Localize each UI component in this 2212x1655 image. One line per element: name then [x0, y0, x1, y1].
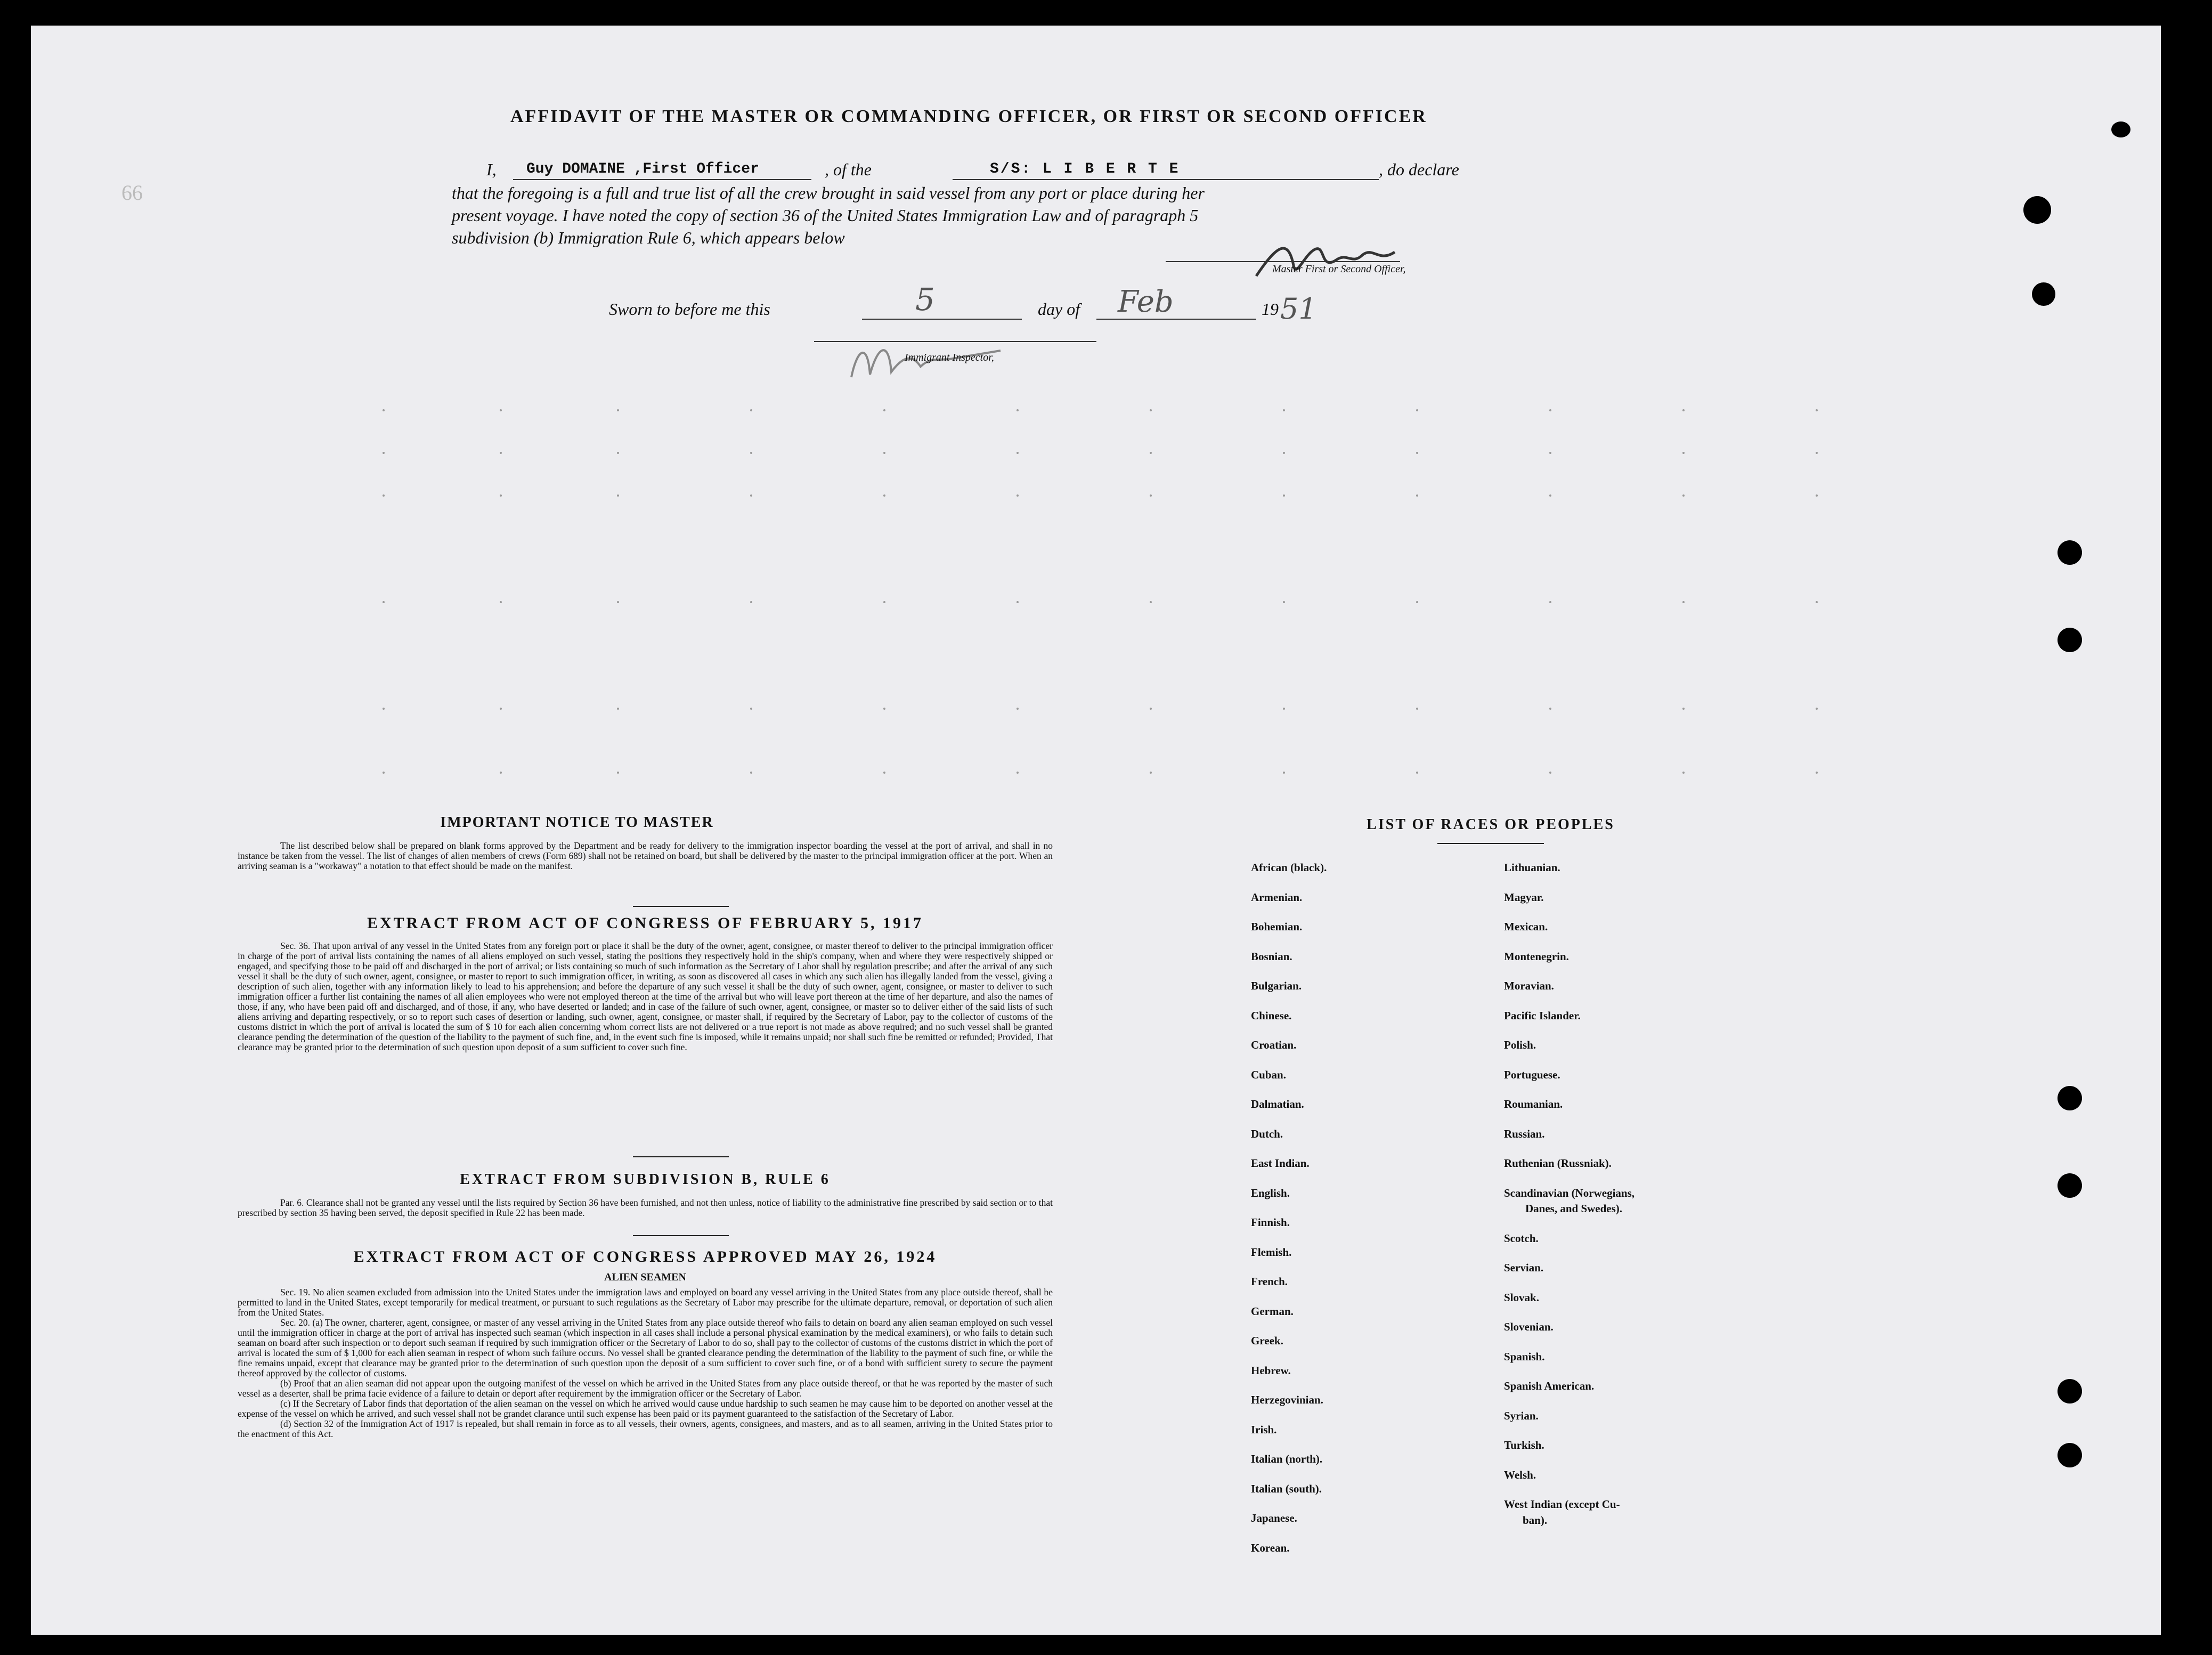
race-item: Scotch. [1504, 1231, 1539, 1245]
do-declare-text: , do declare [1379, 160, 1459, 179]
race-item: Roumanian. [1504, 1098, 1563, 1110]
race-item: Irish. [1251, 1423, 1277, 1436]
race-item: Portuguese. [1504, 1068, 1560, 1081]
declaration-line-2: that the foregoing is a full and true list of all the crew brought in said vessel from any port or place during her [452, 183, 1205, 202]
extract-1924-text: Sec. 19. No alien seamen excluded from admission into the United States under the immigration laws and employed on board any vessel arriving in the United States from any place outside thereof, shall be permitted to land in the United States, except temporarily for medical treatment, or pursuant to such regulations as the Secretary of Labor may prescribe for the ultimate departure, removal, or deportation of such alien from the United States. Sec. 20. (a) The owner, charterer, agent, consignee, or master of any vessel arriving in the United States from any place outside thereof who fails to detain on board any alien seaman employed on such vessel until the immigration officer in charge at the port of arrival has inspected such seaman (which inspection in all cases shall include a personal physical examination by the medical examiners), or who fails to detain such seaman on board after such inspection or to deport such seaman if required by such immigration officer or the Secretary of Labor to do so, shall pay to the collector of customs of the customs district in which the port of arrival is located the sum of $ 1,000 for each alien seaman in respect of whom such failure occurs. No vessel shall be granted clearance pending the determination of the liability to the payment of such fine, or while the fine remains unpaid, except that clearance may be granted prior to the determination of such question upon the deposit of a sum sufficient to cover such fine, or of a bond with sufficient surety to secure the payment thereof approved by the collector of customs. (b) Proof that an alien seaman did not appear upon the outgoing manifest of the vessel on which he arrived in the United States from any place outside thereof, or that he was reported by the master of such vessel as a deserter, shall be prima facie evidence of a failure to detain or deport after requirement by the immigration officer or the Secretary of Labor. (c) If the Secretary of Labor finds that deportation of the alien seaman on the vessel on which he arrived would cause undue hardship to such seamen he may cause him to be deported on another vessel at the expense of the vessel on which he arrived, and such vessel shall not be grandet clarance until such expense has been paid or its payment guaranteed to the satisfaction of the Secretary of Labor. (d) Section 32 of the Immigration Act of 1917 is repealed, but shall remain in force as to all vessels, their owners, agents, consignees, and masters, and as to all seamen, arriving in the United States prior to the enactment of this Act. [238, 1287, 1053, 1439]
race-item: Japanese. [1251, 1512, 1297, 1524]
officer-signature [1246, 233, 1427, 287]
officer-name: Guy DOMAINE ,First Officer [526, 161, 759, 177]
punch-hole [2032, 282, 2055, 306]
declaration-line-3: present voyage. I have noted the copy of section 36 of the United States Immigration Law and of paragraph 5 [452, 206, 1199, 225]
race-item: Armenian. [1251, 890, 1303, 904]
punch-hole [2058, 1173, 2082, 1198]
race-item: Lithuanian. [1504, 861, 1560, 874]
alien-seamen-subheading: ALIEN SEAMEN [604, 1271, 686, 1283]
race-item: French. [1251, 1275, 1288, 1288]
race-item: Ruthenian (Russniak). [1504, 1157, 1612, 1170]
race-item: Korean. [1251, 1541, 1290, 1554]
race-item: Italian (south). [1251, 1482, 1322, 1495]
race-item: Moravian. [1504, 979, 1554, 992]
punch-hole [2058, 540, 2082, 565]
race-item: Italian (north). [1251, 1453, 1323, 1465]
punch-hole [2058, 1443, 2082, 1467]
races-heading: LIST OF RACES OR PEOPLES [1367, 816, 1615, 833]
race-item: Spanish. [1504, 1350, 1545, 1363]
affidavit-title: AFFIDAVIT OF THE MASTER OR COMMANDING OFFICER, OR FIRST OR SECOND OFFICER [510, 107, 1427, 126]
sworn-month: Feb [1118, 285, 1174, 319]
inspector-caption: Immigrant Inspector, [905, 352, 994, 363]
of-the-text: , of the [825, 160, 872, 179]
race-item: Syrian. [1504, 1409, 1539, 1422]
race-item: Chinese. [1251, 1009, 1292, 1022]
race-item: Polish. [1504, 1039, 1536, 1051]
race-item: Welsh. [1504, 1468, 1536, 1481]
race-item: German. [1251, 1304, 1294, 1318]
punch-hole [2058, 1086, 2082, 1110]
race-item: Herzegovinian. [1251, 1393, 1323, 1406]
punch-hole [2058, 1379, 2082, 1403]
punch-hole [2111, 121, 2130, 137]
race-item: Servian. [1504, 1261, 1544, 1274]
race-item: Dalmatian. [1251, 1098, 1304, 1110]
race-item: Russian. [1504, 1127, 1545, 1140]
race-item: Cuban. [1251, 1068, 1286, 1081]
sworn-text: Sworn to before me this [609, 299, 770, 319]
race-item: Hebrew. [1251, 1364, 1291, 1377]
extract-1917-heading: EXTRACT FROM ACT OF CONGRESS OF FEBRUARY 5, 1917 [367, 914, 924, 932]
subdivision-text: Par. 6. Clearance shall not be granted any vessel until the lists required by Section 36 have been furnished, and not then unless, notice of liability to the administrative fine prescribed by said section or to that prescribed by section 35 having been served, the deposit specified in Rule 22 has been made. [238, 1197, 1053, 1218]
race-item: Bohemian. [1251, 920, 1303, 933]
race-item: Flemish. [1251, 1245, 1292, 1259]
margin-mark: 66 [121, 181, 143, 205]
race-item: Montenegrin. [1504, 950, 1569, 963]
race-item: Spanish American. [1504, 1380, 1595, 1392]
race-item: Magyar. [1504, 890, 1544, 904]
race-item: Croatian. [1251, 1039, 1297, 1051]
declaration-line-4: subdivision (b) Immigration Rule 6, which appears below [452, 228, 845, 247]
officer-caption: Master First or Second Officer, [1272, 263, 1406, 275]
race-item: Finnish. [1251, 1216, 1290, 1229]
extract-1924-heading: EXTRACT FROM ACT OF CONGRESS APPROVED MAY 26, 1924 [353, 1248, 937, 1265]
race-item: Danes, and Swedes). [1525, 1202, 1623, 1215]
race-item: East Indian. [1251, 1157, 1310, 1170]
race-item: Turkish. [1504, 1439, 1544, 1451]
punch-hole [2058, 628, 2082, 652]
race-item: English. [1251, 1186, 1290, 1199]
race-item: Scandinavian (Norwegians, [1504, 1186, 1635, 1199]
race-item: Bosnian. [1251, 950, 1292, 963]
subdivision-heading: EXTRACT FROM SUBDIVISION B, RULE 6 [460, 1171, 831, 1188]
race-item: West Indian (except Cu- [1504, 1498, 1620, 1511]
document-sheet [31, 26, 2161, 1635]
race-item: Bulgarian. [1251, 979, 1302, 992]
race-item: Slovak. [1504, 1291, 1539, 1304]
extract-1917-text: Sec. 36. That upon arrival of any vessel in the United States from any foreign port or place it shall be the duty of the owner, agent, consignee, or master thereof to deliver to the principal immigration officer in charge of the port of arrival lists containing the names of all aliens employed on such vessel, stating the positions they respectively hold in the ship's company, when and where they were respectively shipped or engaged, and specifying those to be paid off and discharged in the port of arrival; or lists containing so much of such information as the Secretary of Labor shall by regulation prescribe; and after the arrival of any such vessel it shall be the duty of such owner, agent, consignee, or master to report to such immigration officer, in writing, as soon as discovered all cases in which any such alien has illegally landed from the vessel, giving a description of such alien, together with any information likely to lead to his apprehension; and before the departure of any such vessel it shall be the duty of such owner, agent, consignee, or master to deliver to such immigration officer a further list containing the names of all alien employees who were not employed thereon at the time of the arrival but who will leave port thereon at the time of her departure, and also the names of those, if any, who have been paid off and discharged, and of those, if any, who have deserted or landed; and in case of the failure of such owner, agent, consignee, or master so to deliver either of the said lists of such aliens arriving and departing respectively, or so to report such cases of desertion or landing, such owner, agent, consignee, or master shall, if required by the Secretary of Labor, pay to the collector of customs of the customs district in which the port of arrival is located the sum of $ 10 for each alien concerning whom correct lists are not delivered or a true report is not made as above required; and no such vessel shall be granted clearance pending the determination of the question of the liability to the payment of such fine, and, in the event such fine is imposed, while it remains unpaid; nor shall such fine be remitted or refunded; Provided, That clearance may be granted prior to the determination of such question upon deposit of a sum sufficient to cover such fine. [238, 940, 1053, 1052]
race-item: ban). [1523, 1513, 1548, 1527]
race-item: Greek. [1251, 1334, 1283, 1347]
vessel-name: S/S: L I B E R T E [990, 161, 1180, 177]
sworn-day: 5 [915, 281, 935, 318]
punch-hole [2023, 196, 2051, 224]
day-of-text: day of [1038, 299, 1080, 319]
notice-text: The list described below shall be prepared on blank forms approved by the Department and be ready for delivery to the immigration inspector boarding the vessel at the port of arrival, and shall in no instance be taken from the vessel. The list of changes of alien members of crews (Form 689) shall not be retained on board, but shall be delivered by the master to the principal immigration officer at the port. When an arriving seaman is a "workaway" a notation to that effect should be made on the manifest. [238, 840, 1053, 871]
sworn-year: 51 [1280, 292, 1317, 326]
race-item: Dutch. [1251, 1127, 1283, 1140]
race-item: African (black). [1251, 861, 1327, 874]
race-item: Mexican. [1504, 920, 1548, 933]
year-prefix: 19 [1262, 299, 1279, 319]
notice-heading: IMPORTANT NOTICE TO MASTER [440, 814, 714, 831]
declaration-i: I, [486, 160, 497, 179]
race-item: Slovenian. [1504, 1320, 1554, 1333]
race-item: Pacific Islander. [1504, 1009, 1581, 1022]
